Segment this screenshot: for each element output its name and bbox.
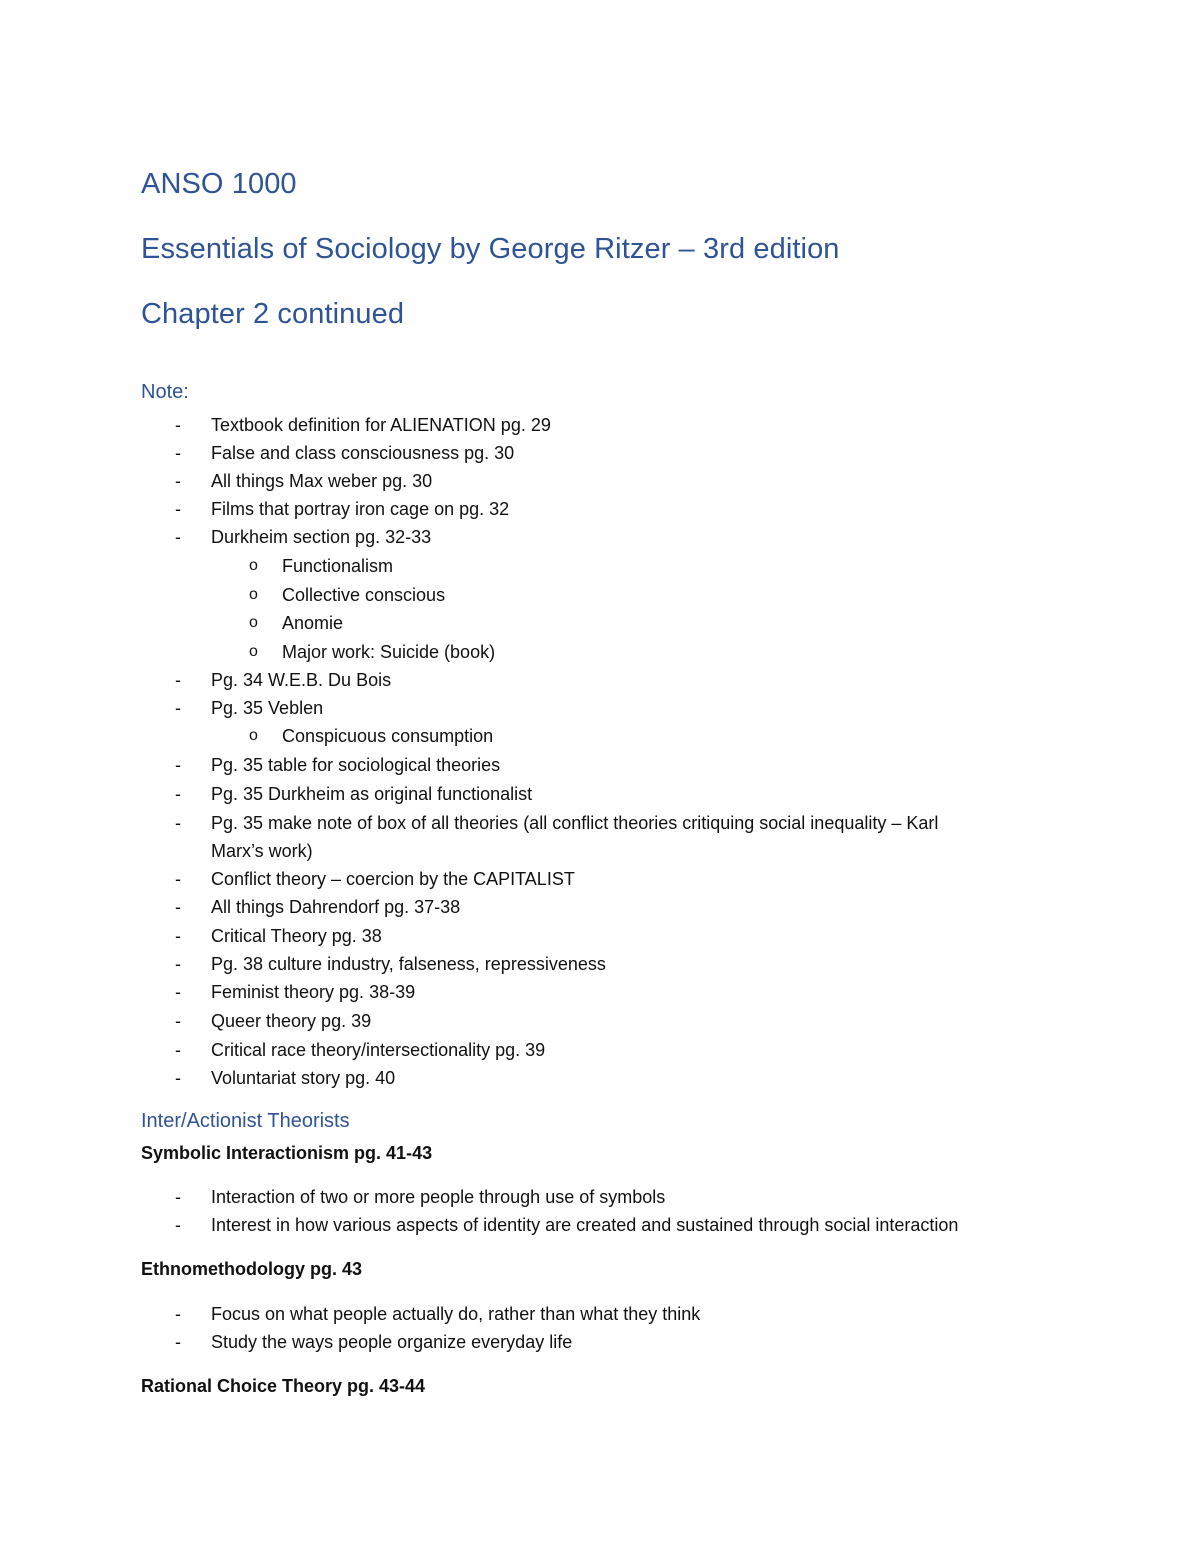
rational-choice-heading: Rational Choice Theory pg. 43-44: [141, 1376, 426, 1396]
dash-bullet: -: [175, 1187, 181, 1207]
list-item-text: Pg. 35 table for sociological theories: [211, 755, 501, 775]
dash-bullet: -: [175, 897, 181, 917]
list-item-text: Films that portray iron cage on pg. 32: [211, 499, 510, 519]
list-item: [175, 978, 416, 1006]
list-item: [175, 523, 432, 551]
list-item: [175, 780, 533, 808]
ethnomethodology-heading: Ethnomethodology pg. 43: [141, 1259, 362, 1279]
list-item: [175, 1183, 666, 1211]
list-item-text: Interaction of two or more people through use of symbols: [211, 1187, 666, 1207]
list-item: [175, 1064, 396, 1092]
list-item-text: Interest in how various aspects of identity are created and sustained through social interaction: [211, 1215, 959, 1235]
list-item-text: Durkheim section pg. 32-33: [211, 527, 432, 547]
list-item-text: Critical race theory/intersectionality pg. 39: [211, 1040, 546, 1060]
dash-bullet: -: [175, 1215, 181, 1235]
list-item: [175, 1211, 959, 1239]
sub-list-item: [249, 638, 496, 666]
list-item-text: All things Dahrendorf pg. 37-38: [211, 897, 461, 917]
list-item-text: All things Max weber pg. 30: [211, 471, 433, 491]
circle-bullet: o: [249, 727, 258, 744]
list-item: [175, 1328, 573, 1356]
list-item-text: Anomie: [282, 613, 344, 633]
list-item-text: Focus on what people actually do, rather than what they think: [211, 1304, 701, 1324]
dash-bullet: -: [175, 670, 181, 690]
list-item: [175, 865, 575, 893]
chapter-title: Chapter 2 continued: [141, 298, 405, 330]
circle-bullet: o: [249, 643, 258, 660]
list-item-text: Conspicuous consumption: [282, 726, 494, 746]
sub-list-item: [249, 609, 344, 637]
sub-list-item: [249, 581, 446, 609]
list-item-text: Voluntariat story pg. 40: [211, 1068, 396, 1088]
symbolic-heading: Symbolic Interactionism pg. 41-43: [141, 1143, 433, 1163]
list-item-text: Major work: Suicide (book): [282, 642, 496, 662]
list-item: [175, 922, 382, 950]
list-item-text: Pg. 35 Veblen: [211, 698, 324, 718]
course-title: ANSO 1000: [141, 168, 297, 200]
dash-bullet: -: [175, 1068, 181, 1088]
dash-bullet: -: [175, 698, 181, 718]
list-item: [175, 1300, 701, 1328]
sub-list-item: [249, 722, 494, 750]
dash-bullet: -: [175, 869, 181, 889]
dash-bullet: -: [175, 784, 181, 804]
dash-bullet: -: [175, 813, 181, 833]
list-item-text: Pg. 38 culture industry, falseness, repressiveness: [211, 954, 606, 974]
list-item: [175, 439, 515, 467]
list-item: [175, 809, 939, 837]
list-item: [175, 893, 461, 921]
list-item-text: Marx’s work): [211, 841, 313, 861]
dash-bullet: -: [175, 527, 181, 547]
dash-bullet: -: [175, 755, 181, 775]
list-item: [175, 950, 606, 978]
list-item: [175, 467, 433, 495]
book-title: Essentials of Sociology by George Ritzer – 3rd edition: [141, 233, 840, 265]
list-item-text: Pg. 35 make note of box of all theories (all conflict theories critiquing social inequality – Karl: [211, 813, 939, 833]
list-item-text: Functionalism: [282, 556, 394, 576]
list-item: [175, 411, 551, 439]
circle-bullet: o: [249, 557, 258, 574]
list-item-text: Critical Theory pg. 38: [211, 926, 382, 946]
list-item: [175, 495, 510, 523]
list-item-text: Textbook definition for ALIENATION pg. 29: [211, 415, 551, 435]
note-label: Note:: [141, 381, 189, 403]
list-item: [175, 666, 392, 694]
dash-bullet: -: [175, 1304, 181, 1324]
circle-bullet: o: [249, 586, 258, 603]
list-item-text: Feminist theory pg. 38-39: [211, 982, 416, 1002]
list-item-text: Pg. 34 W.E.B. Du Bois: [211, 670, 392, 690]
list-item-text: Pg. 35 Durkheim as original functionalist: [211, 784, 533, 804]
sub-list-item: [249, 552, 394, 580]
dash-bullet: -: [175, 1332, 181, 1352]
list-item-text: False and class consciousness pg. 30: [211, 443, 515, 463]
dash-bullet: -: [175, 1040, 181, 1060]
dash-bullet: -: [175, 415, 181, 435]
dash-bullet: -: [175, 954, 181, 974]
list-item-text: Collective conscious: [282, 585, 446, 605]
list-item-continuation: [211, 837, 313, 865]
dash-bullet: -: [175, 926, 181, 946]
dash-bullet: -: [175, 982, 181, 1002]
circle-bullet: o: [249, 614, 258, 631]
dash-bullet: -: [175, 499, 181, 519]
section-heading: Inter/Actionist Theorists: [141, 1110, 350, 1132]
list-item: [175, 694, 324, 722]
dash-bullet: -: [175, 443, 181, 463]
dash-bullet: -: [175, 471, 181, 491]
list-item: [175, 1007, 372, 1035]
dash-bullet: -: [175, 1011, 181, 1031]
list-item-text: Conflict theory – coercion by the CAPITALIST: [211, 869, 575, 889]
list-item-text: Study the ways people organize everyday life: [211, 1332, 573, 1352]
list-item: [175, 1036, 546, 1064]
list-item-text: Queer theory pg. 39: [211, 1011, 372, 1031]
list-item: [175, 751, 501, 779]
